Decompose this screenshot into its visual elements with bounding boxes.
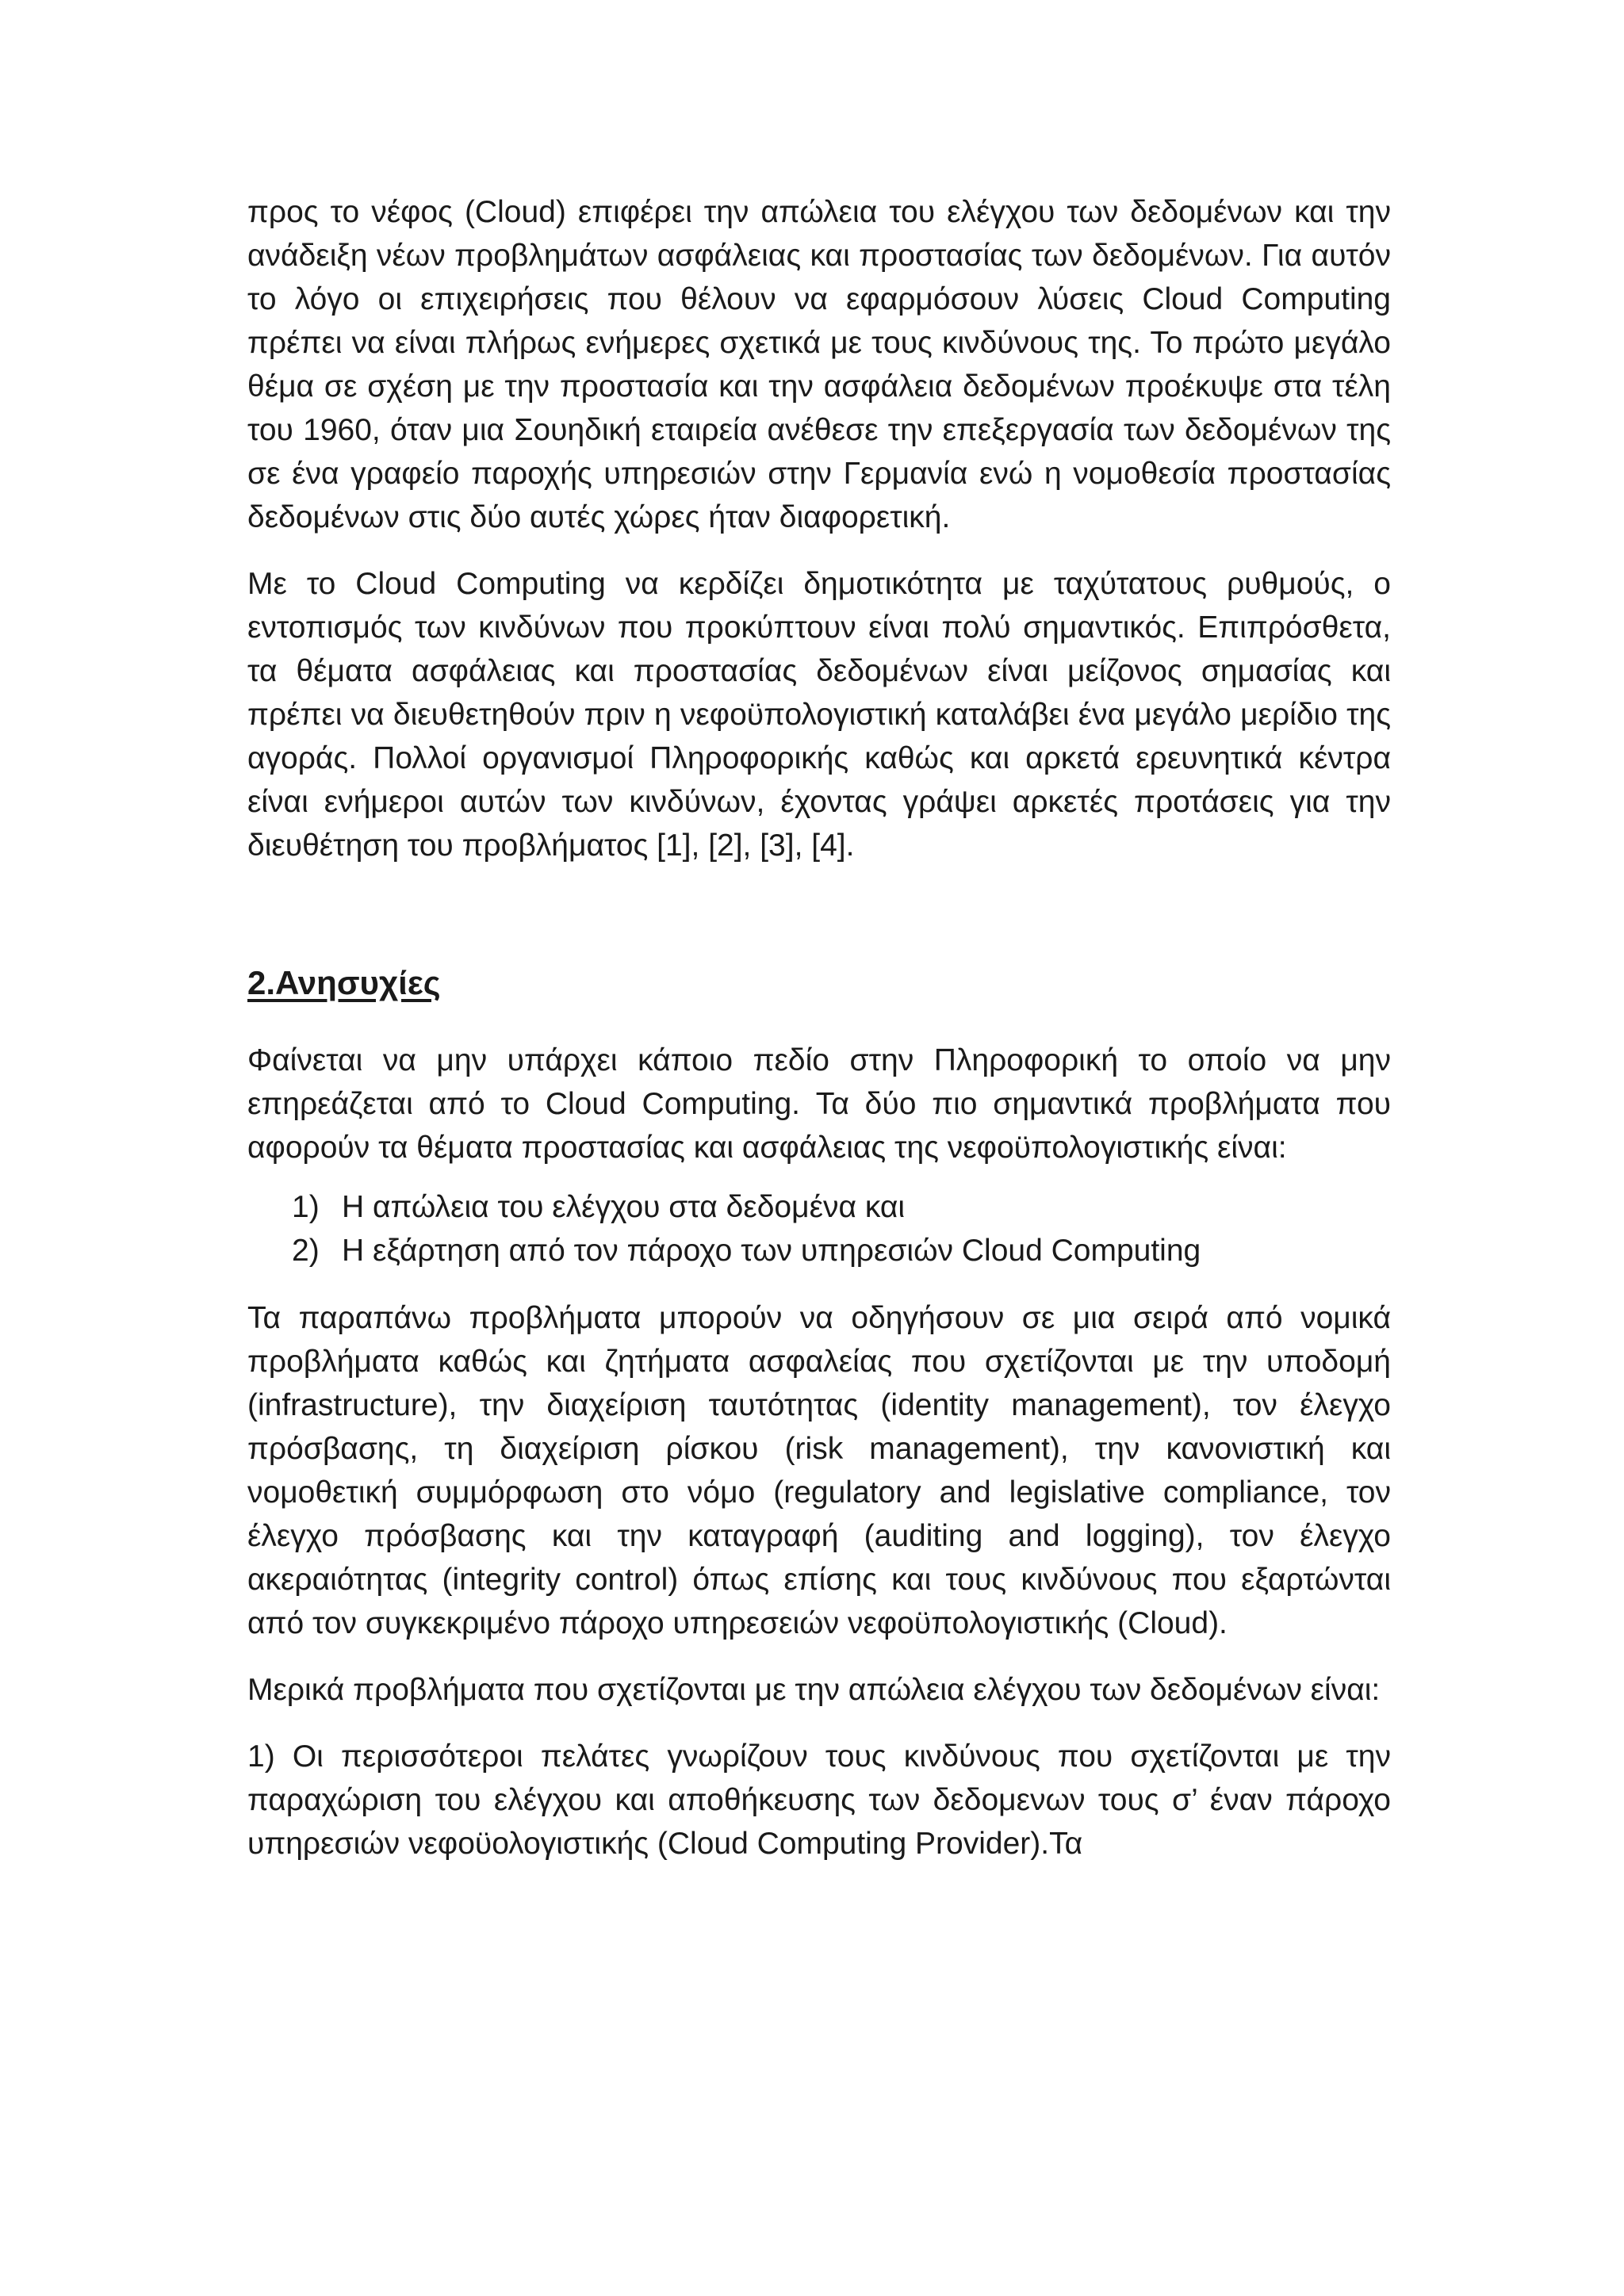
list-item-text: Η απώλεια του ελέγχου στα δεδομένα και: [342, 1190, 906, 1224]
list-item: [247, 1229, 1391, 1272]
section-intro-paragraph: Φαίνεται να μην υπάρχει κάποιο πεδίο στην Πληροφορική το οποίο να μην επηρεάζεται από το Cloud Computing. Τα δύο πιο σημαντικά προβλήματα που αφορούν τα θέματα προστασίας και ασφάλειας της νεφοϋπολογιστικής είναι:: [247, 1043, 1391, 1165]
list-item: [247, 1185, 1391, 1229]
control-loss-paragraph: Μερικά προβλήματα που σχετίζονται με την απώλεια ελέγχου των δεδομένων είναι:: [247, 1673, 1381, 1707]
section-heading: 2.Ανησυχίες: [247, 964, 441, 1001]
list-item-text: Η εξάρτηση από τον πάροχο των υπηρεσιών Cloud Computing: [342, 1234, 1201, 1268]
problems-list: [247, 1185, 1391, 1272]
list-item-number: 2): [292, 1234, 320, 1268]
document-body: [247, 190, 1391, 1866]
paragraph-cloud-popularity: Με το Cloud Computing να κερδίζει δημοτικότητα με ταχύτατους ρυθμούς, ο εντοπισμός των κινδύνων που προκύπτουν είναι πολύ σημαντικός. Επιπρόσθετα, τα θέματα ασφάλειας και προστασίας δεδομένων είναι μείζονος σημασίας και πρέπει να διευθετηθούν πριν η νεφοϋπολογιστική καταλάβει ένα μεγάλο μερίδιο της αγοράς. Πολλοί οργανισμοί Πληροφορικής καθώς και αρκετά ερευνητικά κέντρα είναι ενήμεροι αυτών των κινδύνων, έχοντας γράψει αρκετές προτάσεις για την διευθέτηση του προβλήματος [1], [2], [3], [4].: [247, 567, 1391, 863]
point-1-paragraph: 1) Οι περισσότεροι πελάτες γνωρίζουν τους κινδύνους που σχετίζονται με την παραχώριση του ελέγχου και αποθήκευσης των δεδομενων τους σ’ έναν πάροχο υπηρεσιών νεφοϋολογιστικής (Cloud Computing Provider).Τα: [247, 1739, 1391, 1861]
list-item-number: 1): [292, 1190, 320, 1224]
legal-issues-paragraph: Τα παραπάνω προβλήματα μπορούν να οδηγήσουν σε μια σειρά από νομικά προβλήματα καθώς και ζητήματα ασφαλείας που σχετίζονται με την υποδομή (infrastructure), την διαχείριση ταυτότητας (identity management), τον έλεγχο πρόσβασης, τη διαχείριση ρίσκου (risk management), την κανονιστική και νομοθετική συμμόρφωση στο νόμο (regulatory and legislative compliance, τον έλεγχο πρόσβασης και την καταγραφή (auditing and logging), τον έλεγχο ακεραιότητας (integrity control) όπως επίσης και τους κινδύνους που εξαρτώνται από τον συγκεκριμένο πάροχο υπηρεσειών νεφοϋπολογιστικής (Cloud).: [247, 1301, 1391, 1640]
continuation-paragraph: προς το νέφος (Cloud) επιφέρει την απώλεια του ελέγχου των δεδομένων και την ανάδειξη νέων προβλημάτων ασφάλειας και προστασίας των δεδομένων. Για αυτόν το λόγο οι επιχειρήσεις που θέλουν να εφαρμόσουν λύσεις Cloud Computing πρέπει να είναι πλήρως ενήμερες σχετικά με τους κινδύνους της. Το πρώτο μεγάλο θέμα σε σχέση με την προστασία και την ασφάλεια δεδομένων προέκυψε στα τέλη του 1960, όταν μια Σουηδική εταιρεία ανέθεσε την επεξεργασία των δεδομένων της σε ένα γραφείο παροχής υπηρεσιών στην Γερμανία ενώ η νομοθεσία προστασίας δεδομένων στις δύο αυτές χώρες ήταν διαφορετική.: [247, 195, 1391, 534]
